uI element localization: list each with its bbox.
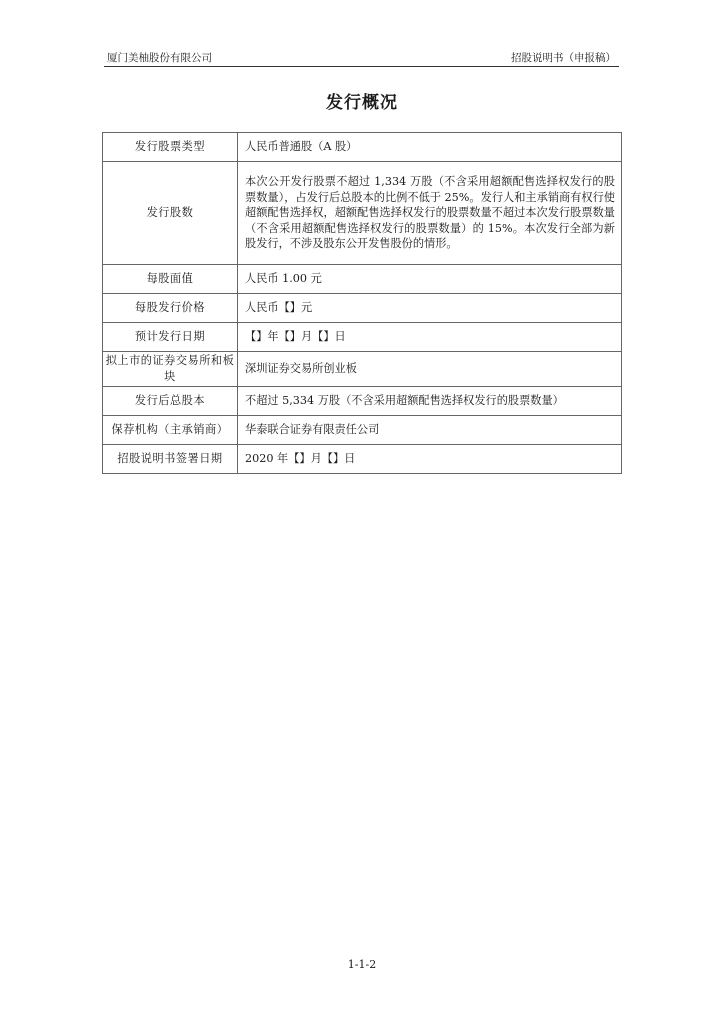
table-row bbox=[103, 445, 622, 474]
document-type: 招股说明书（申报稿） bbox=[511, 52, 616, 64]
row-label: 保荐机构（主承销商） bbox=[103, 416, 238, 445]
row-value: 人民币【】元 bbox=[238, 294, 622, 323]
table-row bbox=[103, 387, 622, 416]
page-header bbox=[107, 50, 616, 66]
row-value: 深圳证券交易所创业板 bbox=[238, 352, 622, 387]
row-label: 每股发行价格 bbox=[103, 294, 238, 323]
row-label: 预计发行日期 bbox=[103, 323, 238, 352]
table-row bbox=[103, 265, 622, 294]
row-label: 发行股票类型 bbox=[103, 133, 238, 162]
row-value: 不超过 5,334 万股（不含采用超额配售选择权发行的股票数量） bbox=[238, 387, 622, 416]
table-row bbox=[103, 416, 622, 445]
table-row bbox=[103, 352, 622, 387]
table-row bbox=[103, 294, 622, 323]
table-row bbox=[103, 133, 622, 162]
row-value: 人民币 1.00 元 bbox=[238, 265, 622, 294]
row-value: 华泰联合证券有限责任公司 bbox=[238, 416, 622, 445]
row-label: 拟上市的证券交易所和板块 bbox=[103, 352, 238, 387]
row-label: 发行股数 bbox=[103, 162, 238, 265]
table-row bbox=[103, 162, 622, 265]
header-rule bbox=[104, 66, 619, 67]
table-row bbox=[103, 323, 622, 352]
row-label: 招股说明书签署日期 bbox=[103, 445, 238, 474]
row-label: 发行后总股本 bbox=[103, 387, 238, 416]
row-value: 本次公开发行股票不超过 1,334 万股（不含采用超额配售选择权发行的股票数量），占发行后总股本的比例不低于 25%。发行人和主承销商有权行使超额配售选择权，超额配售选择权发行的股票数量不超过本次发行股票数量（不含采用超额配售选择权发行的股票数量）的 15%。本次发行全部为新股发行，不涉及股东公开发售股份的情形。 bbox=[238, 162, 622, 265]
page-title: 发行概况 bbox=[326, 93, 398, 113]
row-value: 2020 年【】月【】日 bbox=[238, 445, 622, 474]
issuance-overview-table bbox=[102, 132, 622, 474]
company-name: 厦门美柚股份有限公司 bbox=[107, 52, 212, 64]
row-label: 每股面值 bbox=[103, 265, 238, 294]
page-number: 1-1-2 bbox=[347, 958, 377, 971]
row-value: 【】年【】月【】日 bbox=[238, 323, 622, 352]
row-value: 人民币普通股（A 股） bbox=[238, 133, 622, 162]
